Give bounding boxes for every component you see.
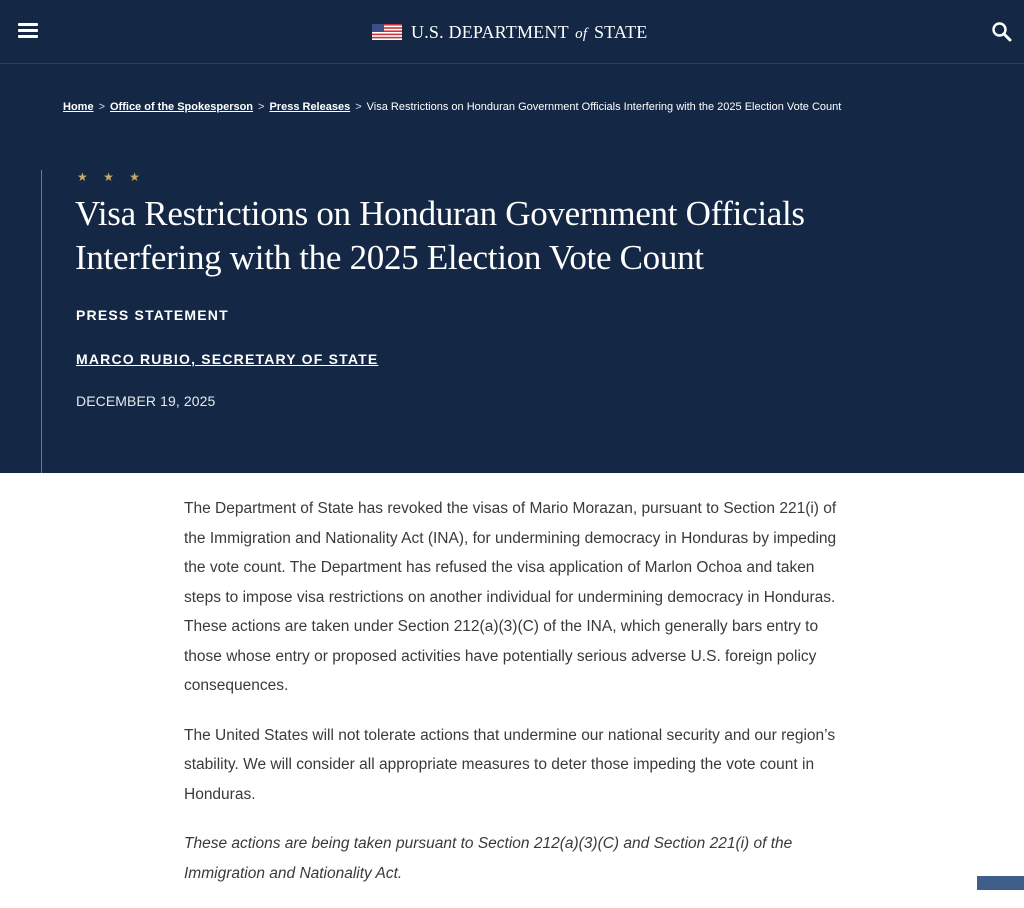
menu-line (18, 29, 38, 32)
logo-text-of: of (575, 25, 588, 42)
breadcrumb-press-releases-link[interactable]: Press Releases (269, 101, 351, 113)
statement-type-label: PRESS STATEMENT (76, 307, 229, 323)
page-title: Visa Restrictions on Honduran Government Officials Interfering with the 2025 Election Vote Count (75, 194, 805, 277)
breadcrumb-current-page: Visa Restrictions on Honduran Government Officials Interfering with the 2025 Election Vote Count (366, 101, 842, 113)
breadcrumb-separator: > (258, 101, 265, 113)
stars-decoration-icon: ★ ★ ★ (77, 170, 146, 184)
back-to-top-tab[interactable] (977, 876, 1024, 890)
menu-line (18, 23, 38, 26)
logo-wordmark (411, 22, 648, 43)
top-navigation-bar (0, 0, 1024, 64)
breadcrumb-separator: > (355, 101, 362, 113)
breadcrumb-spokesperson-link[interactable]: Office of the Spokesperson (110, 101, 254, 113)
hero-vertical-rule (41, 170, 42, 473)
menu-line (18, 35, 38, 38)
logo-text-suffix: STATE (593, 21, 648, 42)
article-body (184, 494, 844, 908)
article-hero (0, 64, 1024, 473)
breadcrumb (63, 97, 963, 118)
search-icon[interactable] (991, 21, 1013, 43)
breadcrumb-home-link[interactable]: Home (63, 101, 94, 113)
hamburger-menu-icon[interactable] (18, 21, 40, 41)
logo-text-prefix: U.S. DEPARTMENT (411, 21, 569, 42)
article-paragraph: The Department of State has revoked the visas of Mario Morazan, pursuant to Section 221(i) of the Immigration and Nationality Act (INA), for undermining democracy in Honduras by impeding the vote count. The Department has refused the visa application of Marlon Ochoa and taken steps to impose visa restrictions on another individual for undermining democracy in Honduras. These actions are taken under Section 212(a)(3)(C) of the INA, which generally bars entry to those whose entry or proposed activities have potentially serious adverse U.S. foreign policy consequences. (184, 500, 837, 694)
search-icon-graphic (991, 21, 1013, 43)
article-paragraph: The United States will not tolerate actions that undermine our national security and our region’s stability. We will consider all appropriate measures to deter those impeding the vote count in Honduras. (184, 726, 836, 803)
us-flag-icon (372, 24, 402, 40)
breadcrumb-separator: > (98, 101, 105, 113)
author-link[interactable]: MARCO RUBIO, SECRETARY OF STATE (76, 351, 379, 367)
publication-date: DECEMBER 19, 2025 (76, 393, 216, 409)
article-note: These actions are being taken pursuant to Section 212(a)(3)(C) and Section 221(i) of the Immigration and Nationality Act. (184, 835, 793, 882)
site-logo[interactable] (372, 19, 648, 45)
